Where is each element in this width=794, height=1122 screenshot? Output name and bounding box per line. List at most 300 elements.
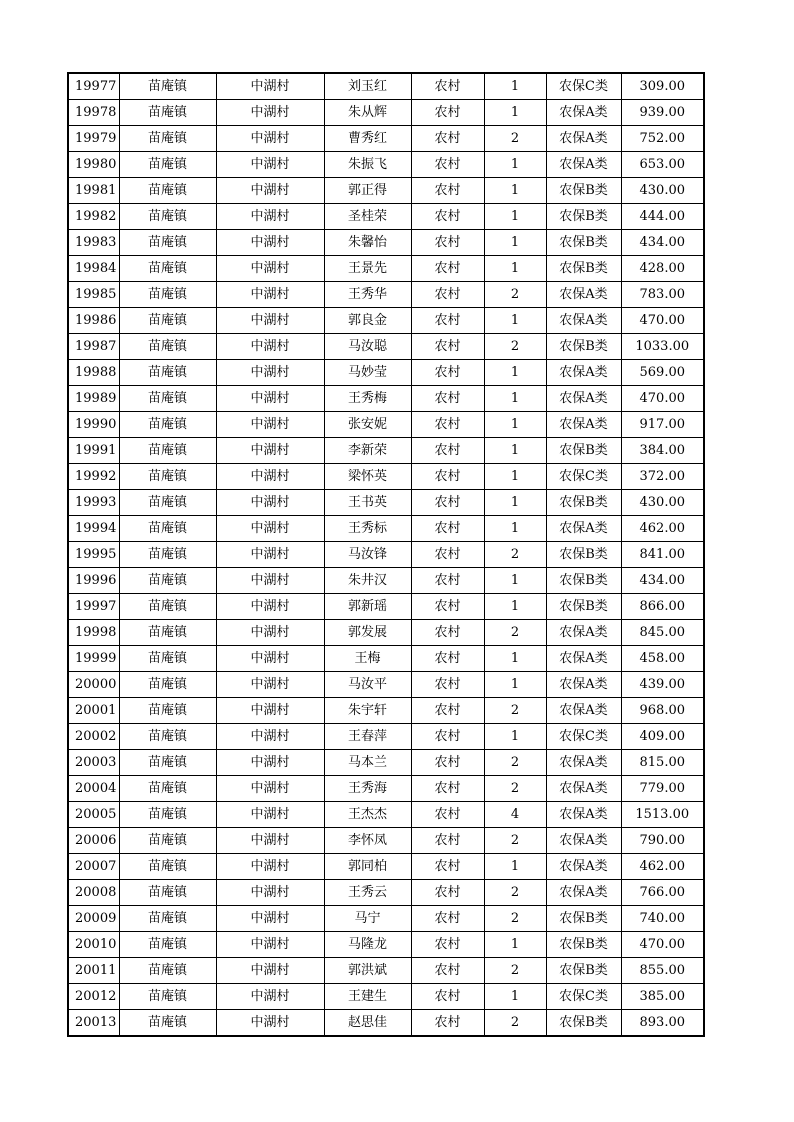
person-name-cell: 郭正得 bbox=[324, 178, 411, 204]
member-count-cell: 2 bbox=[484, 542, 546, 568]
table-row bbox=[68, 334, 704, 360]
town-cell: 苗庵镇 bbox=[119, 854, 216, 880]
household-type-cell: 农村 bbox=[411, 1010, 484, 1037]
person-name-cell: 李新荣 bbox=[324, 438, 411, 464]
household-type-cell: 农村 bbox=[411, 100, 484, 126]
member-count-cell: 2 bbox=[484, 750, 546, 776]
record-id-cell: 19994 bbox=[68, 516, 119, 542]
village-cell: 中湖村 bbox=[216, 984, 324, 1010]
table-row bbox=[68, 100, 704, 126]
village-cell: 中湖村 bbox=[216, 152, 324, 178]
household-type-cell: 农村 bbox=[411, 490, 484, 516]
town-cell: 苗庵镇 bbox=[119, 282, 216, 308]
household-type-cell: 农村 bbox=[411, 880, 484, 906]
person-name-cell: 马本兰 bbox=[324, 750, 411, 776]
town-cell: 苗庵镇 bbox=[119, 620, 216, 646]
amount-cell: 866.00 bbox=[621, 594, 704, 620]
amount-cell: 409.00 bbox=[621, 724, 704, 750]
household-type-cell: 农村 bbox=[411, 750, 484, 776]
amount-cell: 939.00 bbox=[621, 100, 704, 126]
town-cell: 苗庵镇 bbox=[119, 802, 216, 828]
amount-cell: 968.00 bbox=[621, 698, 704, 724]
record-id-cell: 19995 bbox=[68, 542, 119, 568]
roster-table bbox=[67, 72, 705, 1037]
table-row bbox=[68, 906, 704, 932]
village-cell: 中湖村 bbox=[216, 204, 324, 230]
person-name-cell: 刘玉红 bbox=[324, 73, 411, 100]
record-id-cell: 20008 bbox=[68, 880, 119, 906]
record-id-cell: 19983 bbox=[68, 230, 119, 256]
person-name-cell: 王秀梅 bbox=[324, 386, 411, 412]
table-row bbox=[68, 932, 704, 958]
amount-cell: 309.00 bbox=[621, 73, 704, 100]
member-count-cell: 1 bbox=[484, 256, 546, 282]
amount-cell: 430.00 bbox=[621, 178, 704, 204]
village-cell: 中湖村 bbox=[216, 542, 324, 568]
household-type-cell: 农村 bbox=[411, 672, 484, 698]
insurance-category-cell: 农保B类 bbox=[546, 230, 621, 256]
table-row bbox=[68, 256, 704, 282]
town-cell: 苗庵镇 bbox=[119, 386, 216, 412]
village-cell: 中湖村 bbox=[216, 308, 324, 334]
member-count-cell: 1 bbox=[484, 646, 546, 672]
person-name-cell: 朱井汉 bbox=[324, 568, 411, 594]
amount-cell: 893.00 bbox=[621, 1010, 704, 1037]
village-cell: 中湖村 bbox=[216, 906, 324, 932]
table-row bbox=[68, 178, 704, 204]
member-count-cell: 2 bbox=[484, 880, 546, 906]
village-cell: 中湖村 bbox=[216, 438, 324, 464]
household-type-cell: 农村 bbox=[411, 958, 484, 984]
member-count-cell: 2 bbox=[484, 958, 546, 984]
insurance-category-cell: 农保B类 bbox=[546, 906, 621, 932]
insurance-category-cell: 农保A类 bbox=[546, 386, 621, 412]
record-id-cell: 19977 bbox=[68, 73, 119, 100]
person-name-cell: 王杰杰 bbox=[324, 802, 411, 828]
table-row bbox=[68, 984, 704, 1010]
village-cell: 中湖村 bbox=[216, 750, 324, 776]
town-cell: 苗庵镇 bbox=[119, 724, 216, 750]
town-cell: 苗庵镇 bbox=[119, 568, 216, 594]
amount-cell: 462.00 bbox=[621, 854, 704, 880]
record-id-cell: 19998 bbox=[68, 620, 119, 646]
person-name-cell: 马汝平 bbox=[324, 672, 411, 698]
amount-cell: 430.00 bbox=[621, 490, 704, 516]
record-id-cell: 19997 bbox=[68, 594, 119, 620]
household-type-cell: 农村 bbox=[411, 620, 484, 646]
town-cell: 苗庵镇 bbox=[119, 698, 216, 724]
insurance-category-cell: 农保A类 bbox=[546, 698, 621, 724]
person-name-cell: 郭发展 bbox=[324, 620, 411, 646]
insurance-category-cell: 农保B类 bbox=[546, 932, 621, 958]
person-name-cell: 王秀云 bbox=[324, 880, 411, 906]
amount-cell: 444.00 bbox=[621, 204, 704, 230]
table-row bbox=[68, 568, 704, 594]
village-cell: 中湖村 bbox=[216, 256, 324, 282]
table-row bbox=[68, 594, 704, 620]
person-name-cell: 王书英 bbox=[324, 490, 411, 516]
household-type-cell: 农村 bbox=[411, 464, 484, 490]
amount-cell: 653.00 bbox=[621, 152, 704, 178]
insurance-category-cell: 农保A类 bbox=[546, 152, 621, 178]
amount-cell: 372.00 bbox=[621, 464, 704, 490]
town-cell: 苗庵镇 bbox=[119, 828, 216, 854]
insurance-category-cell: 农保A类 bbox=[546, 828, 621, 854]
person-name-cell: 马妙莹 bbox=[324, 360, 411, 386]
village-cell: 中湖村 bbox=[216, 178, 324, 204]
town-cell: 苗庵镇 bbox=[119, 1010, 216, 1037]
amount-cell: 439.00 bbox=[621, 672, 704, 698]
amount-cell: 783.00 bbox=[621, 282, 704, 308]
amount-cell: 841.00 bbox=[621, 542, 704, 568]
insurance-category-cell: 农保A类 bbox=[546, 620, 621, 646]
town-cell: 苗庵镇 bbox=[119, 438, 216, 464]
person-name-cell: 王秀标 bbox=[324, 516, 411, 542]
village-cell: 中湖村 bbox=[216, 1010, 324, 1037]
amount-cell: 470.00 bbox=[621, 308, 704, 334]
table-row bbox=[68, 828, 704, 854]
household-type-cell: 农村 bbox=[411, 282, 484, 308]
member-count-cell: 1 bbox=[484, 178, 546, 204]
amount-cell: 384.00 bbox=[621, 438, 704, 464]
person-name-cell: 赵思佳 bbox=[324, 1010, 411, 1037]
member-count-cell: 1 bbox=[484, 386, 546, 412]
household-type-cell: 农村 bbox=[411, 828, 484, 854]
insurance-category-cell: 农保A类 bbox=[546, 516, 621, 542]
insurance-category-cell: 农保B类 bbox=[546, 568, 621, 594]
member-count-cell: 2 bbox=[484, 620, 546, 646]
table-row bbox=[68, 1010, 704, 1037]
member-count-cell: 1 bbox=[484, 73, 546, 100]
record-id-cell: 19999 bbox=[68, 646, 119, 672]
household-type-cell: 农村 bbox=[411, 984, 484, 1010]
household-type-cell: 农村 bbox=[411, 698, 484, 724]
member-count-cell: 1 bbox=[484, 412, 546, 438]
amount-cell: 1513.00 bbox=[621, 802, 704, 828]
village-cell: 中湖村 bbox=[216, 516, 324, 542]
record-id-cell: 20010 bbox=[68, 932, 119, 958]
amount-cell: 790.00 bbox=[621, 828, 704, 854]
insurance-category-cell: 农保A类 bbox=[546, 672, 621, 698]
table-row bbox=[68, 438, 704, 464]
insurance-category-cell: 农保B类 bbox=[546, 438, 621, 464]
table-row bbox=[68, 776, 704, 802]
record-id-cell: 19989 bbox=[68, 386, 119, 412]
table-row bbox=[68, 620, 704, 646]
table-row bbox=[68, 880, 704, 906]
amount-cell: 434.00 bbox=[621, 568, 704, 594]
member-count-cell: 2 bbox=[484, 776, 546, 802]
record-id-cell: 20001 bbox=[68, 698, 119, 724]
household-type-cell: 农村 bbox=[411, 516, 484, 542]
person-name-cell: 马汝聪 bbox=[324, 334, 411, 360]
table-row bbox=[68, 230, 704, 256]
record-id-cell: 20003 bbox=[68, 750, 119, 776]
record-id-cell: 20012 bbox=[68, 984, 119, 1010]
table-row bbox=[68, 386, 704, 412]
amount-cell: 779.00 bbox=[621, 776, 704, 802]
table-row bbox=[68, 360, 704, 386]
household-type-cell: 农村 bbox=[411, 776, 484, 802]
member-count-cell: 1 bbox=[484, 490, 546, 516]
table-row bbox=[68, 204, 704, 230]
town-cell: 苗庵镇 bbox=[119, 932, 216, 958]
person-name-cell: 朱馨怡 bbox=[324, 230, 411, 256]
table-row bbox=[68, 854, 704, 880]
village-cell: 中湖村 bbox=[216, 620, 324, 646]
member-count-cell: 1 bbox=[484, 204, 546, 230]
person-name-cell: 圣桂荣 bbox=[324, 204, 411, 230]
village-cell: 中湖村 bbox=[216, 958, 324, 984]
household-type-cell: 农村 bbox=[411, 230, 484, 256]
household-type-cell: 农村 bbox=[411, 73, 484, 100]
village-cell: 中湖村 bbox=[216, 386, 324, 412]
village-cell: 中湖村 bbox=[216, 282, 324, 308]
town-cell: 苗庵镇 bbox=[119, 646, 216, 672]
table-row bbox=[68, 542, 704, 568]
table-row bbox=[68, 152, 704, 178]
village-cell: 中湖村 bbox=[216, 73, 324, 100]
record-id-cell: 19982 bbox=[68, 204, 119, 230]
record-id-cell: 19991 bbox=[68, 438, 119, 464]
town-cell: 苗庵镇 bbox=[119, 880, 216, 906]
table-row bbox=[68, 516, 704, 542]
record-id-cell: 19981 bbox=[68, 178, 119, 204]
member-count-cell: 1 bbox=[484, 594, 546, 620]
household-type-cell: 农村 bbox=[411, 542, 484, 568]
member-count-cell: 1 bbox=[484, 568, 546, 594]
insurance-category-cell: 农保C类 bbox=[546, 984, 621, 1010]
member-count-cell: 2 bbox=[484, 334, 546, 360]
insurance-category-cell: 农保B类 bbox=[546, 958, 621, 984]
village-cell: 中湖村 bbox=[216, 802, 324, 828]
table-row bbox=[68, 490, 704, 516]
person-name-cell: 郭良金 bbox=[324, 308, 411, 334]
town-cell: 苗庵镇 bbox=[119, 152, 216, 178]
household-type-cell: 农村 bbox=[411, 802, 484, 828]
household-type-cell: 农村 bbox=[411, 204, 484, 230]
village-cell: 中湖村 bbox=[216, 828, 324, 854]
table-row bbox=[68, 308, 704, 334]
household-type-cell: 农村 bbox=[411, 412, 484, 438]
village-cell: 中湖村 bbox=[216, 464, 324, 490]
town-cell: 苗庵镇 bbox=[119, 464, 216, 490]
insurance-category-cell: 农保C类 bbox=[546, 464, 621, 490]
member-count-cell: 1 bbox=[484, 100, 546, 126]
person-name-cell: 王梅 bbox=[324, 646, 411, 672]
person-name-cell: 李怀凤 bbox=[324, 828, 411, 854]
town-cell: 苗庵镇 bbox=[119, 100, 216, 126]
record-id-cell: 19993 bbox=[68, 490, 119, 516]
village-cell: 中湖村 bbox=[216, 568, 324, 594]
member-count-cell: 1 bbox=[484, 854, 546, 880]
town-cell: 苗庵镇 bbox=[119, 906, 216, 932]
town-cell: 苗庵镇 bbox=[119, 490, 216, 516]
amount-cell: 740.00 bbox=[621, 906, 704, 932]
village-cell: 中湖村 bbox=[216, 126, 324, 152]
village-cell: 中湖村 bbox=[216, 724, 324, 750]
insurance-category-cell: 农保A类 bbox=[546, 126, 621, 152]
household-type-cell: 农村 bbox=[411, 126, 484, 152]
insurance-category-cell: 农保C类 bbox=[546, 724, 621, 750]
household-type-cell: 农村 bbox=[411, 334, 484, 360]
village-cell: 中湖村 bbox=[216, 672, 324, 698]
village-cell: 中湖村 bbox=[216, 490, 324, 516]
person-name-cell: 马汝锋 bbox=[324, 542, 411, 568]
town-cell: 苗庵镇 bbox=[119, 516, 216, 542]
person-name-cell: 曹秀红 bbox=[324, 126, 411, 152]
town-cell: 苗庵镇 bbox=[119, 256, 216, 282]
town-cell: 苗庵镇 bbox=[119, 334, 216, 360]
record-id-cell: 19996 bbox=[68, 568, 119, 594]
table-row bbox=[68, 73, 704, 100]
insurance-category-cell: 农保B类 bbox=[546, 490, 621, 516]
town-cell: 苗庵镇 bbox=[119, 750, 216, 776]
person-name-cell: 马隆龙 bbox=[324, 932, 411, 958]
table-row bbox=[68, 464, 704, 490]
record-id-cell: 20009 bbox=[68, 906, 119, 932]
village-cell: 中湖村 bbox=[216, 646, 324, 672]
household-type-cell: 农村 bbox=[411, 594, 484, 620]
amount-cell: 462.00 bbox=[621, 516, 704, 542]
village-cell: 中湖村 bbox=[216, 776, 324, 802]
member-count-cell: 1 bbox=[484, 932, 546, 958]
table-row bbox=[68, 698, 704, 724]
town-cell: 苗庵镇 bbox=[119, 412, 216, 438]
amount-cell: 470.00 bbox=[621, 386, 704, 412]
member-count-cell: 2 bbox=[484, 828, 546, 854]
insurance-category-cell: 农保B类 bbox=[546, 178, 621, 204]
household-type-cell: 农村 bbox=[411, 152, 484, 178]
village-cell: 中湖村 bbox=[216, 932, 324, 958]
member-count-cell: 1 bbox=[484, 984, 546, 1010]
table-row bbox=[68, 412, 704, 438]
town-cell: 苗庵镇 bbox=[119, 73, 216, 100]
record-id-cell: 20004 bbox=[68, 776, 119, 802]
town-cell: 苗庵镇 bbox=[119, 776, 216, 802]
town-cell: 苗庵镇 bbox=[119, 178, 216, 204]
record-id-cell: 20011 bbox=[68, 958, 119, 984]
amount-cell: 458.00 bbox=[621, 646, 704, 672]
village-cell: 中湖村 bbox=[216, 100, 324, 126]
village-cell: 中湖村 bbox=[216, 594, 324, 620]
insurance-category-cell: 农保A类 bbox=[546, 646, 621, 672]
person-name-cell: 朱宇轩 bbox=[324, 698, 411, 724]
amount-cell: 428.00 bbox=[621, 256, 704, 282]
insurance-category-cell: 农保B类 bbox=[546, 542, 621, 568]
member-count-cell: 1 bbox=[484, 230, 546, 256]
village-cell: 中湖村 bbox=[216, 360, 324, 386]
member-count-cell: 1 bbox=[484, 672, 546, 698]
person-name-cell: 郭新瑶 bbox=[324, 594, 411, 620]
town-cell: 苗庵镇 bbox=[119, 958, 216, 984]
record-id-cell: 19990 bbox=[68, 412, 119, 438]
village-cell: 中湖村 bbox=[216, 698, 324, 724]
table-row bbox=[68, 126, 704, 152]
insurance-category-cell: 农保A类 bbox=[546, 412, 621, 438]
insurance-category-cell: 农保A类 bbox=[546, 750, 621, 776]
village-cell: 中湖村 bbox=[216, 854, 324, 880]
person-name-cell: 张安妮 bbox=[324, 412, 411, 438]
town-cell: 苗庵镇 bbox=[119, 360, 216, 386]
household-type-cell: 农村 bbox=[411, 308, 484, 334]
amount-cell: 845.00 bbox=[621, 620, 704, 646]
insurance-category-cell: 农保A类 bbox=[546, 776, 621, 802]
insurance-category-cell: 农保A类 bbox=[546, 308, 621, 334]
household-type-cell: 农村 bbox=[411, 386, 484, 412]
household-type-cell: 农村 bbox=[411, 854, 484, 880]
person-name-cell: 王景先 bbox=[324, 256, 411, 282]
amount-cell: 385.00 bbox=[621, 984, 704, 1010]
record-id-cell: 19992 bbox=[68, 464, 119, 490]
insurance-category-cell: 农保A类 bbox=[546, 880, 621, 906]
record-id-cell: 19984 bbox=[68, 256, 119, 282]
insurance-category-cell: 农保B类 bbox=[546, 1010, 621, 1037]
town-cell: 苗庵镇 bbox=[119, 672, 216, 698]
town-cell: 苗庵镇 bbox=[119, 542, 216, 568]
town-cell: 苗庵镇 bbox=[119, 126, 216, 152]
insurance-category-cell: 农保B类 bbox=[546, 594, 621, 620]
insurance-category-cell: 农保A类 bbox=[546, 854, 621, 880]
person-name-cell: 王春萍 bbox=[324, 724, 411, 750]
person-name-cell: 王秀海 bbox=[324, 776, 411, 802]
person-name-cell: 朱从辉 bbox=[324, 100, 411, 126]
town-cell: 苗庵镇 bbox=[119, 594, 216, 620]
member-count-cell: 2 bbox=[484, 1010, 546, 1037]
household-type-cell: 农村 bbox=[411, 568, 484, 594]
insurance-category-cell: 农保A类 bbox=[546, 100, 621, 126]
amount-cell: 855.00 bbox=[621, 958, 704, 984]
amount-cell: 1033.00 bbox=[621, 334, 704, 360]
person-name-cell: 梁怀英 bbox=[324, 464, 411, 490]
amount-cell: 569.00 bbox=[621, 360, 704, 386]
member-count-cell: 1 bbox=[484, 438, 546, 464]
table-row bbox=[68, 750, 704, 776]
household-type-cell: 农村 bbox=[411, 438, 484, 464]
person-name-cell: 王建生 bbox=[324, 984, 411, 1010]
town-cell: 苗庵镇 bbox=[119, 308, 216, 334]
household-type-cell: 农村 bbox=[411, 932, 484, 958]
person-name-cell: 朱振飞 bbox=[324, 152, 411, 178]
table-row bbox=[68, 724, 704, 750]
insurance-category-cell: 农保B类 bbox=[546, 256, 621, 282]
record-id-cell: 19985 bbox=[68, 282, 119, 308]
insurance-category-cell: 农保A类 bbox=[546, 802, 621, 828]
member-count-cell: 1 bbox=[484, 360, 546, 386]
amount-cell: 917.00 bbox=[621, 412, 704, 438]
town-cell: 苗庵镇 bbox=[119, 984, 216, 1010]
record-id-cell: 19986 bbox=[68, 308, 119, 334]
village-cell: 中湖村 bbox=[216, 334, 324, 360]
member-count-cell: 1 bbox=[484, 152, 546, 178]
member-count-cell: 1 bbox=[484, 464, 546, 490]
table-row bbox=[68, 802, 704, 828]
member-count-cell: 2 bbox=[484, 282, 546, 308]
person-name-cell: 郭洪斌 bbox=[324, 958, 411, 984]
record-id-cell: 20005 bbox=[68, 802, 119, 828]
village-cell: 中湖村 bbox=[216, 880, 324, 906]
insurance-category-cell: 农保B类 bbox=[546, 334, 621, 360]
table-row bbox=[68, 672, 704, 698]
record-id-cell: 19978 bbox=[68, 100, 119, 126]
record-id-cell: 20000 bbox=[68, 672, 119, 698]
village-cell: 中湖村 bbox=[216, 230, 324, 256]
member-count-cell: 4 bbox=[484, 802, 546, 828]
record-id-cell: 19988 bbox=[68, 360, 119, 386]
household-type-cell: 农村 bbox=[411, 724, 484, 750]
household-type-cell: 农村 bbox=[411, 178, 484, 204]
member-count-cell: 2 bbox=[484, 698, 546, 724]
